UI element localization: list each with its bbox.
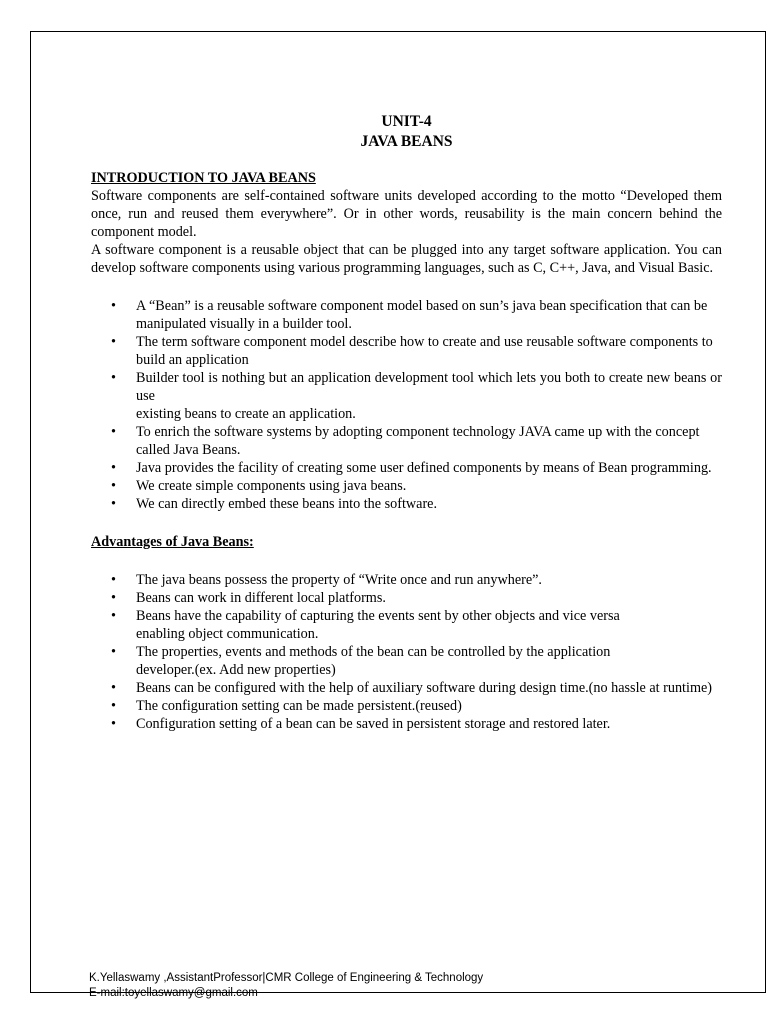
- topic-title: JAVA BEANS: [360, 133, 453, 150]
- advantages-heading: Advantages of Java Beans:: [91, 534, 254, 550]
- list-item: • Java provides the facility of creating some user defined components by means of Bean programming.: [91, 459, 722, 477]
- list-item: • A “Bean” is a reusable software component model based on sun’s java bean specification that can be manipulated visually in a builder tool.: [91, 297, 722, 333]
- list-item: • The properties, events and methods of the bean can be controlled by the application developer.(ex. Add new properties): [91, 643, 722, 679]
- advantages-bullet-list: [91, 571, 722, 733]
- intro-paragraph-1: Software components are self-contained software units developed according to the motto “Developed them once, run and reused them everywhere”. Or in other words, reusability is the main concern behind the component model.: [91, 188, 722, 240]
- list-item: • The configuration setting can be made persistent.(reused): [91, 697, 722, 715]
- document-body: [91, 112, 722, 733]
- list-item: • We create simple components using java beans.: [91, 477, 722, 495]
- list-item: • We can directly embed these beans into the software.: [91, 495, 722, 513]
- intro-heading: INTRODUCTION TO JAVA BEANS: [91, 170, 316, 186]
- list-item: • The java beans possess the property of “Write once and run anywhere”.: [91, 571, 722, 589]
- intro-paragraph-2: A software component is a reusable object that can be plugged into any target software application. You can develop software components using various programming languages, such as C, C++, Java, and Visual Basic.: [91, 242, 722, 276]
- list-item: • To enrich the software systems by adopting component technology JAVA came up with the concept called Java Beans.: [91, 423, 722, 459]
- footer-email: E-mail:toyellaswamy@gmail.com: [89, 987, 258, 999]
- list-item: • Builder tool is nothing but an application development tool which lets you both to create new beans or use existing beans to create an application.: [91, 369, 722, 423]
- list-item: • Beans can work in different local platforms.: [91, 589, 722, 607]
- intro-bullet-list: [91, 297, 722, 513]
- unit-title: UNIT-4: [381, 113, 432, 130]
- list-item: • The term software component model describe how to create and use reusable software components to build an application: [91, 333, 722, 369]
- footer-author: K.Yellaswamy ,AssistantProfessor|CMR College of Engineering & Technology: [89, 972, 484, 984]
- list-item: • Configuration setting of a bean can be saved in persistent storage and restored later.: [91, 715, 722, 733]
- list-item: • Beans can be configured with the help of auxiliary software during design time.(no hassle at runtime): [91, 679, 722, 697]
- page-footer: [89, 971, 729, 1001]
- list-item: • Beans have the capability of capturing the events sent by other objects and vice versa enabling object communication.: [91, 607, 722, 643]
